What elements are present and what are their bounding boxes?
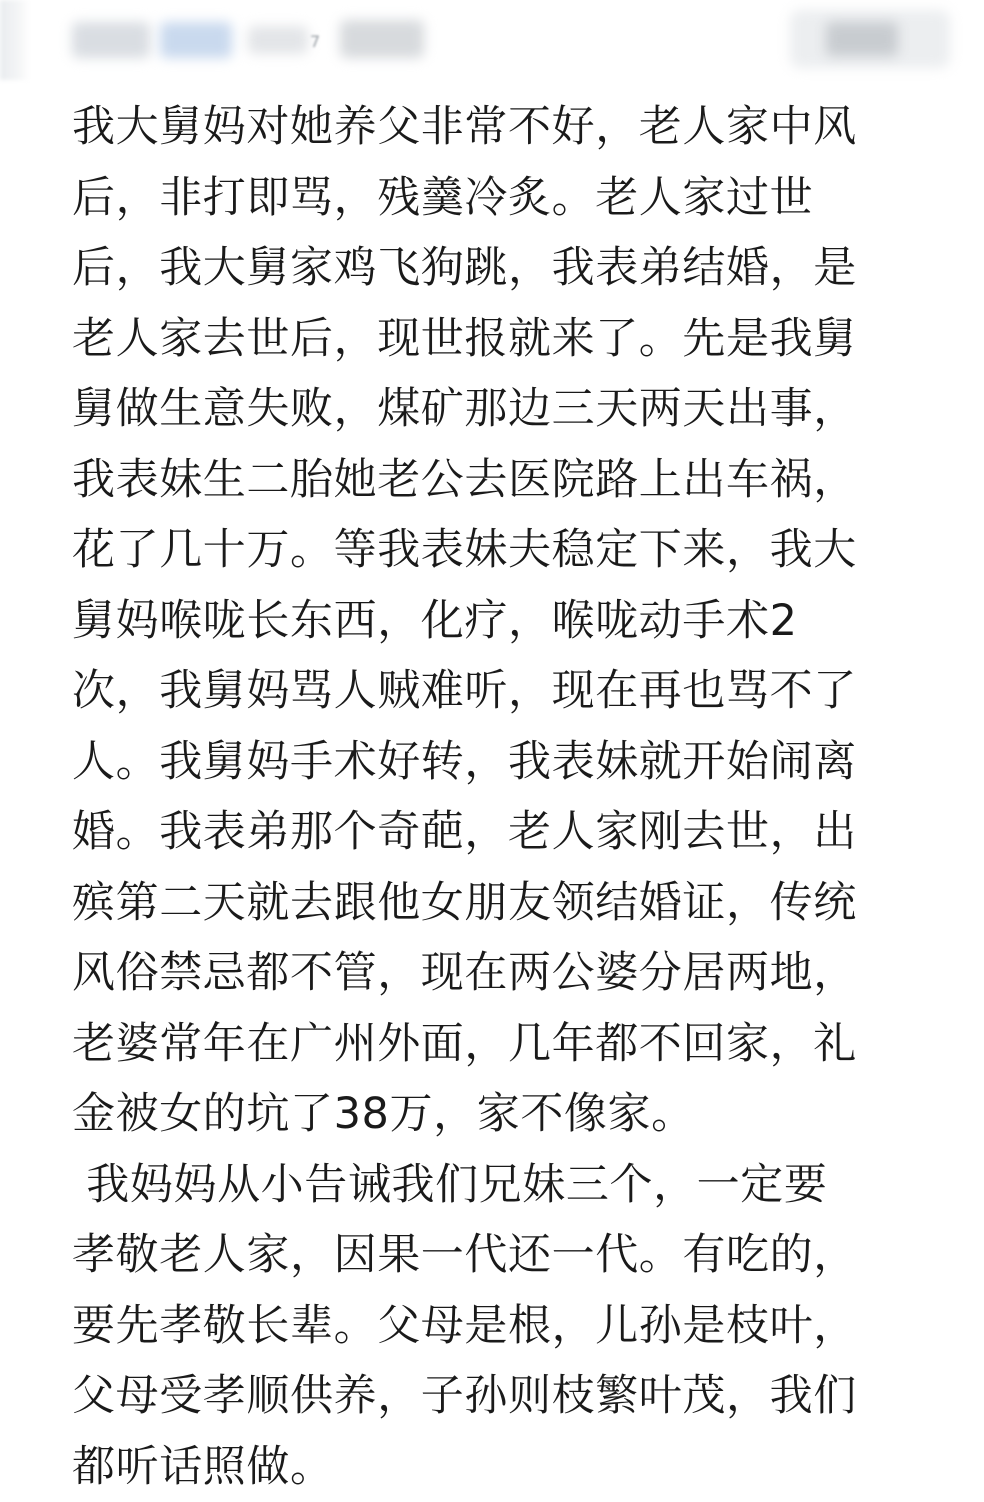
post-line: 都听话照做。 bbox=[72, 1432, 952, 1502]
post-line: 人。我舅妈手术好转，我表妹就开始闹离 bbox=[72, 727, 952, 798]
post-line: 舅做生意失败，煤矿那边三天两天出事， bbox=[72, 374, 952, 445]
post-body bbox=[72, 92, 952, 1502]
post-line: 殡第二天就去跟他女朋友领结婚证，传统 bbox=[72, 868, 952, 939]
post-line: 我大舅妈对她养父非常不好，老人家中风 bbox=[72, 92, 952, 163]
post-line: 风俗禁忌都不管，现在两公婆分居两地， bbox=[72, 938, 952, 1009]
post-line: 我妈妈从小告诫我们兄妹三个，一定要 bbox=[72, 1150, 952, 1221]
post-line: 要先孝敬长辈。父母是根，儿孙是枝叶， bbox=[72, 1291, 952, 1362]
follow-button-label bbox=[826, 22, 898, 56]
blurred-header bbox=[0, 0, 984, 80]
post-line: 婚。我表弟那个奇葩，老人家刚去世，出 bbox=[72, 797, 952, 868]
blurred-username[interactable] bbox=[72, 22, 150, 58]
post-line: 金被女的坑了38万，家不像家。 bbox=[72, 1079, 952, 1150]
post-line: 后，非打即骂，残羹冷炙。老人家过世 bbox=[72, 163, 952, 234]
blurred-meta bbox=[248, 26, 308, 54]
header-mark: 7 bbox=[310, 32, 320, 51]
post-line: 我表妹生二胎她老公去医院路上出车祸， bbox=[72, 445, 952, 516]
post-line: 花了几十万。等我表妹夫稳定下来，我大 bbox=[72, 515, 952, 586]
post-line: 次，我舅妈骂人贼难听，现在再也骂不了 bbox=[72, 656, 952, 727]
post-line: 父母受孝顺供养，子孙则枝繁叶茂，我们 bbox=[72, 1361, 952, 1432]
post-line: 老婆常年在广州外面，几年都不回家，礼 bbox=[72, 1009, 952, 1080]
post-line: 老人家去世后，现世报就来了。先是我舅 bbox=[72, 304, 952, 375]
post-line: 后，我大舅家鸡飞狗跳，我表弟结婚，是 bbox=[72, 233, 952, 304]
blurred-badge bbox=[160, 22, 232, 58]
blurred-location bbox=[340, 20, 424, 58]
post-line: 舅妈喉咙长东西，化疗，喉咙动手术2 bbox=[72, 586, 952, 657]
post-line: 孝敬老人家，因果一代还一代。有吃的， bbox=[72, 1220, 952, 1291]
avatar[interactable] bbox=[0, 0, 30, 80]
